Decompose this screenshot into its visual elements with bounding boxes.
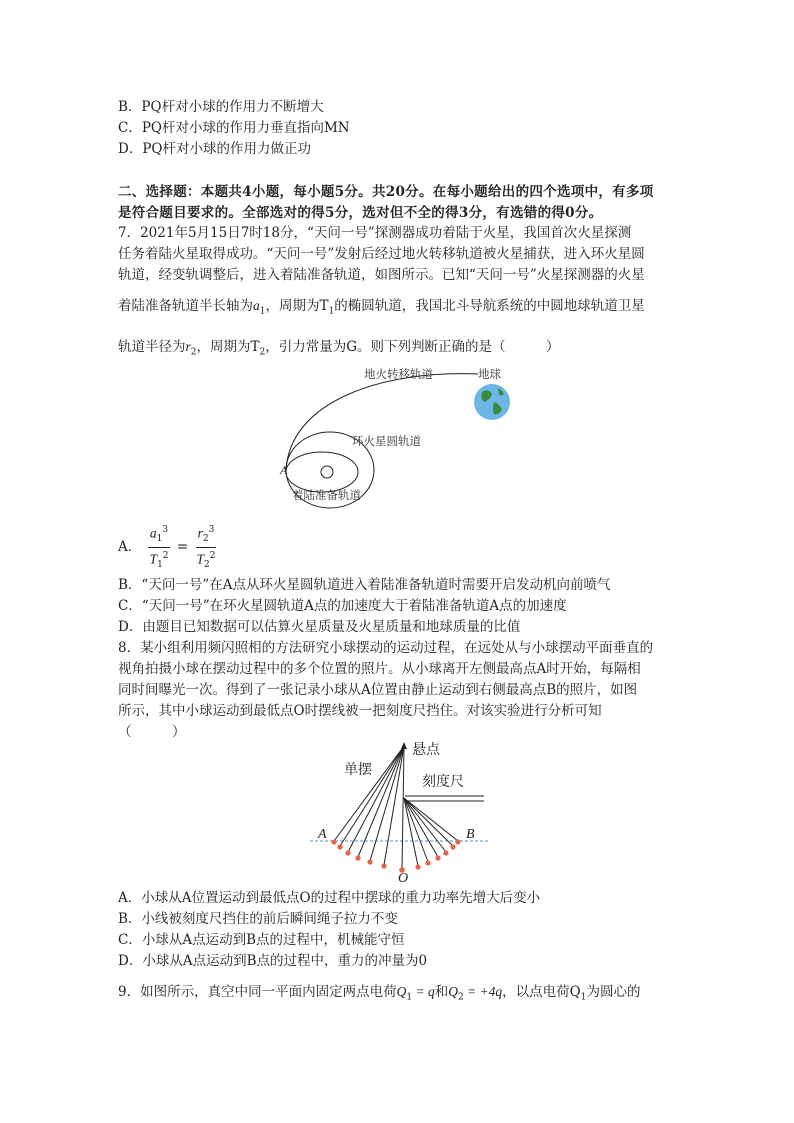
fig-label-transfer: 地火转移轨道 <box>364 367 433 381</box>
sub-1b: 1 <box>328 306 335 317</box>
frac-r: r <box>197 525 203 541</box>
frac-a-sup: 3 <box>162 525 169 535</box>
q8-option-c: C．小球从A点运动到B点的过程中，机械能守恒 <box>118 932 405 948</box>
q7-option-a-prefix: A． <box>118 539 142 556</box>
q9-line1-c: ，以点电荷Q <box>502 984 581 1000</box>
q8-line3: 同时间曝光一次。得到了一张记录小球从A位置由静止运动到右侧最高点B的照片，如图 <box>118 682 638 698</box>
section-heading-line1: 二、选择题：本题共4小题，每小题5分。共20分。在每小题给出的四个选项中，有多项 <box>118 184 654 200</box>
fig-label-A-pendulum: A <box>318 827 327 842</box>
q9-q1-sub: 1 <box>406 992 413 1003</box>
frac-a: a <box>149 525 157 541</box>
mars-planet <box>321 466 333 478</box>
q9-line1-b: 和 <box>434 984 449 1000</box>
q8-line1: 8．某小组利用频闪照相的方法研究小球摆动的运动过程，在远处从与小球摆动平面垂直的 <box>118 640 654 656</box>
frac-t1-sup: 2 <box>162 551 169 562</box>
fig-label-earth: 地球 <box>478 367 501 381</box>
pendulum-figure <box>300 738 500 883</box>
q7-line4-a: 着陆准备轨道半长轴为 <box>118 298 253 314</box>
sub-1: 1 <box>259 306 266 317</box>
q9-line1-d: 为圆心的 <box>586 984 641 1000</box>
fig-label-pivot: 悬点 <box>412 742 440 758</box>
q7-line1: 7．2021年5月15日7时18分，“天问一号”探测器成功着陆于火星，我国首次火星探测 <box>118 225 632 241</box>
q9-line1 <box>118 982 640 1008</box>
frac-a-sub: 1 <box>156 534 163 545</box>
q9-q2-sub: 2 <box>457 992 464 1003</box>
q6-option-b: B．PQ杆对小球的作用力不断增大 <box>118 99 324 115</box>
q7-option-a <box>118 522 219 573</box>
fig-label-ruler: 刻度尺 <box>422 774 464 790</box>
fig-label-pendulum: 单摆 <box>344 762 372 778</box>
q7-option-b: B．“天问一号”在A点从环火星圆轨道进入着陆准备轨道时需要开启发动机向前喷气 <box>118 577 611 593</box>
q7-line5-a: 轨道半径为 <box>118 339 186 355</box>
fig-label-circle: 环火星圆轨道 <box>352 434 421 448</box>
q7-line3: 轨道，经变轨调整后，进入着陆准备轨道，如图所示。已知“天问一号”火星探测器的火星 <box>118 267 645 283</box>
q8-option-b: B．小线被刻度尺挡住的前后瞬间绳子拉力不变 <box>118 911 398 927</box>
q9-q1-value: = q <box>412 984 435 999</box>
frac-r-sub: 2 <box>202 534 209 545</box>
q7-option-c: C．“天问一号”在环火星圆轨道A点的加速度大于着陆准备轨道A点的加速度 <box>118 598 567 614</box>
fraction-right <box>194 522 217 573</box>
q9-q2-symbol: Q <box>448 984 458 999</box>
pendulum-balls <box>331 839 460 872</box>
frac-t2-sub: 2 <box>203 560 210 571</box>
q7-line2: 任务着陆火星取得成功。“天问一号”发射后经过地火转移轨道被火星捕获，进入环火星圆 <box>118 246 645 262</box>
mars-orbit-figure <box>270 362 530 512</box>
q7-line4-b: ，周期为T <box>265 298 329 314</box>
transfer-orbit-path <box>286 374 478 470</box>
q7-line5 <box>118 337 560 363</box>
frac-t1: T <box>149 551 158 567</box>
q7-line5-b: ，周期为T <box>196 339 260 355</box>
symbol-a: a <box>253 298 260 313</box>
symbol-r: r <box>185 339 191 354</box>
sub-2b: 2 <box>259 347 266 358</box>
fig-label-B: B <box>466 827 475 842</box>
q8-line2: 视角拍摄小球在摆动过程中的多个位置的照片。从小球离开左侧最高点A时开始，每隔相 <box>118 661 641 677</box>
fraction-left <box>148 522 171 573</box>
fig-label-O: O <box>398 871 409 883</box>
q8-line5: （ ） <box>118 724 186 740</box>
q7-line5-c: ，引力常量为G。则下列判断正确的是（ ） <box>265 339 560 355</box>
earth-globe-icon <box>474 384 510 420</box>
q8-option-d: D．小球从A点运动到B点的过程中，重力的冲量为0 <box>118 953 428 969</box>
q6-option-d: D．PQ杆对小球的作用力做正功 <box>118 141 311 157</box>
q9-line1-a: 9．如图所示，真空中同一平面内固定两点电荷 <box>118 984 397 1000</box>
fig-label-A: A <box>280 463 288 477</box>
q7-line4-c: 的椭圆轨道，我国北斗导航系统的中圆地球轨道卫星 <box>334 298 645 314</box>
frac-t2: T <box>196 551 204 567</box>
q8-line4: 所示，其中小球运动到最低点O时摆线被一把刻度尺挡住。对该实验进行分析可知 <box>118 703 602 719</box>
frac-t1-sub: 1 <box>157 560 163 571</box>
q9-q1-sub-b: 1 <box>580 992 587 1003</box>
q7-line4 <box>118 296 645 322</box>
equals-sign: = <box>176 539 189 556</box>
frac-r-sup: 3 <box>208 525 215 535</box>
frac-t2-sup: 2 <box>209 551 216 562</box>
q8-option-a: A．小球从A位置运动到最低点O的过程中摆球的重力功率先增大后变小 <box>118 890 541 906</box>
fig-label-landing: 着陆准备轨道 <box>292 488 361 502</box>
q7-option-d: D．由题目已知数据可以估算火星质量及火星质量和地球质量的比值 <box>118 619 521 635</box>
section-heading-line2: 是符合题目要求的。全部选对的得5分，选对但不全的得3分，有选错的得0分。 <box>118 205 603 221</box>
sub-2: 2 <box>190 347 197 358</box>
q9-q1-symbol: Q <box>396 984 407 999</box>
q6-option-c: C．PQ杆对小球的作用力垂直指向MN <box>118 120 350 136</box>
q9-q2-value: = +4q <box>463 984 503 999</box>
